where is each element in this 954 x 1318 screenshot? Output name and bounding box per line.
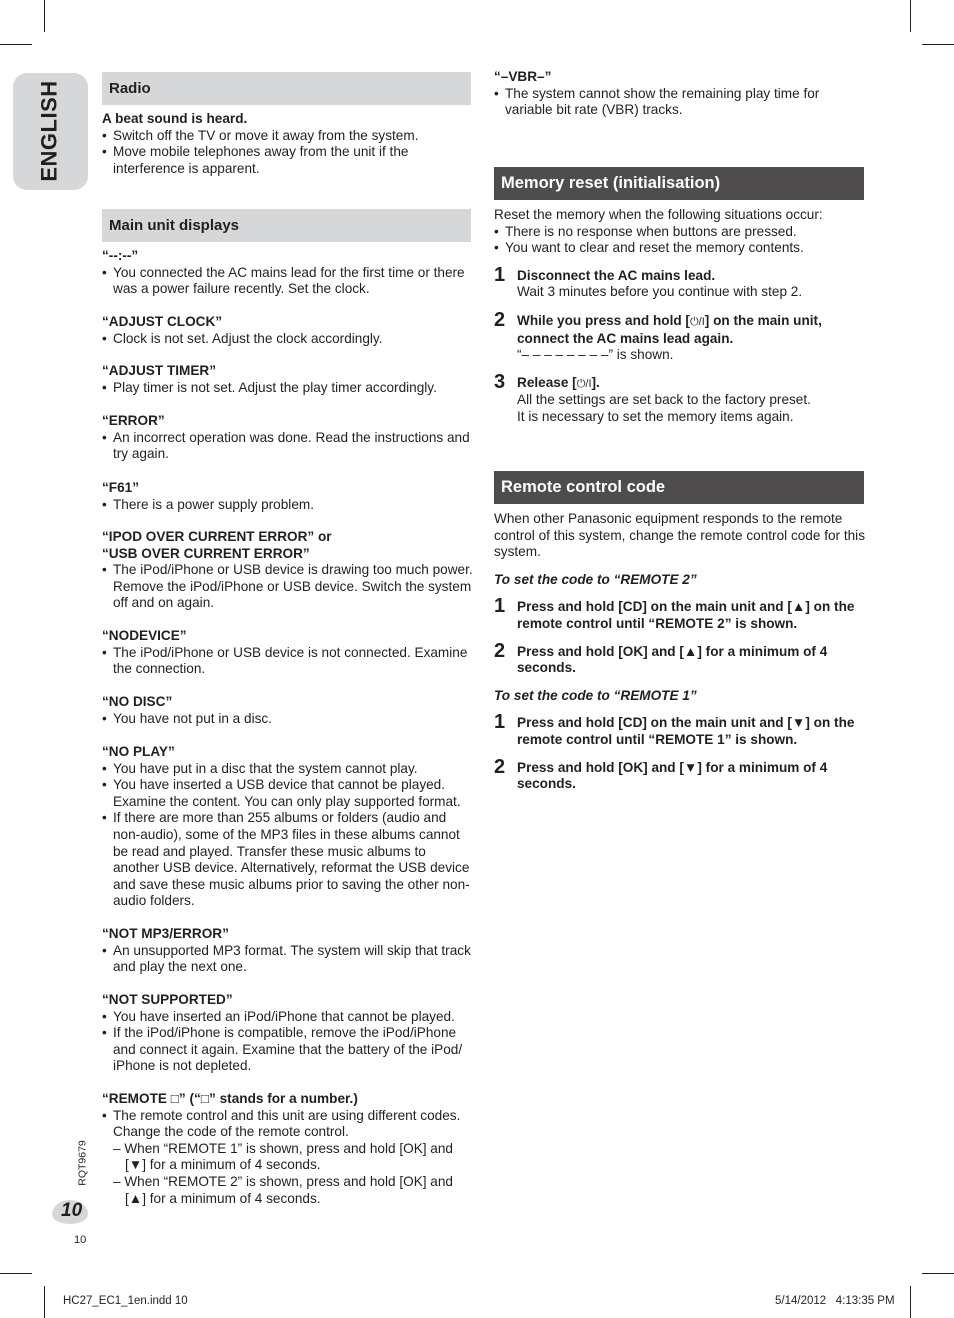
list-item: • The iPod/iPhone or USB device is drawing too much power. Remove the iPod/iPhone or USB device. Switch the system off and on again.: [102, 562, 474, 612]
step-title: Disconnect the AC mains lead.: [517, 267, 716, 283]
sub-item: – When “REMOTE 1” is shown, press and hold [OK] and [▼] for a minimum of 4 seconds.: [113, 1140, 453, 1173]
step-item: [494, 755, 866, 793]
step-title: Press and hold [OK] and [▼] for a minimum of 4 seconds.: [517, 759, 828, 792]
item-heading: “NO DISC”: [102, 694, 173, 709]
display-item: [102, 628, 474, 678]
item-heading: “F61”: [102, 480, 140, 495]
list-item: • If there are more than 255 albums or folders (audio and non-audio), some of the MP3 files in these albums cannot be read and played. Transfer these music albums to another USB device. Alternatively, reformat the USB device and save these music albums prior to saving the other non-audio folders.: [102, 810, 474, 910]
display-item: [102, 694, 474, 727]
step-text: It is necessary to set the memory items again.: [517, 408, 794, 424]
language-label: ENGLISH: [36, 80, 62, 182]
list-item: • There is a power supply problem.: [102, 497, 474, 514]
list-item: • You have inserted a USB device that cannot be played. Examine the content. You can only play supported format.: [102, 777, 474, 810]
step-title: [517, 313, 866, 347]
language-tab: [13, 73, 88, 190]
section-header-radio: Radio: [102, 72, 471, 105]
step-title-part: ] on the main unit, connect the AC mains lead again.: [517, 312, 822, 346]
step-number: 1: [494, 263, 506, 286]
item-heading: “ADJUST TIMER”: [102, 363, 217, 378]
display-item: [102, 413, 474, 463]
vbr-block: [494, 69, 866, 119]
list-item: • The remote control and this unit are using different codes. Change the code of the remote control.: [102, 1108, 474, 1141]
list-item: • You have not put in a disc.: [102, 711, 474, 728]
display-item: [102, 529, 474, 612]
sub-heading: To set the code to “REMOTE 1”: [494, 687, 697, 703]
power-icon: ⏻/I: [689, 315, 705, 328]
document-code: RQT9679: [76, 1140, 89, 1186]
list-item: • Move mobile telephones away from the unit if the interference is apparent.: [102, 144, 474, 177]
display-item: [102, 363, 474, 396]
crop-mark: [922, 44, 954, 45]
radio-block: [102, 111, 474, 177]
step-item: [494, 595, 866, 632]
step-number: 2: [494, 755, 506, 778]
display-item: [102, 1091, 474, 1207]
step-title-part: ].: [591, 374, 600, 390]
step-title: [517, 375, 866, 393]
item-heading: “NOT SUPPORTED”: [102, 992, 233, 1007]
step-item: [494, 263, 866, 301]
step-number: 1: [494, 595, 506, 618]
list-item: • An unsupported MP3 format. The system will skip that track and play the next one.: [102, 943, 474, 976]
radio-heading: A beat sound is heard.: [102, 111, 248, 126]
item-heading: “NOT MP3/ERROR”: [102, 926, 229, 941]
memory-reset-block: [494, 207, 866, 426]
item-heading: “NO PLAY”: [102, 744, 175, 759]
list-item: • You connected the AC mains lead for the first time or there was a power failure recently. Set the clock.: [102, 265, 474, 298]
step-title: Press and hold [CD] on the main unit and [▼] on the remote control until “REMOTE 1” is shown.: [517, 715, 855, 747]
sub-item: – When “REMOTE 2” is shown, press and hold [OK] and [▲] for a minimum of 4 seconds.: [113, 1173, 453, 1206]
section-header-main-unit: Main unit displays: [102, 209, 471, 242]
step-title-part: While you press and hold [: [517, 312, 690, 328]
list-item: • Switch off the TV or move it away from the system.: [102, 128, 474, 145]
footer-date: 5/14/2012 4:13:35 PM: [775, 1295, 895, 1307]
item-heading: “IPOD OVER CURRENT ERROR” or: [102, 529, 332, 544]
intro-text: When other Panasonic equipment responds to the remote control of this system, change the remote control code for this system.: [494, 511, 865, 560]
list-item: • Clock is not set. Adjust the clock accordingly.: [102, 331, 474, 348]
display-item: [102, 992, 474, 1075]
section-header-memory-reset: Memory reset (initialisation): [494, 167, 864, 200]
crop-mark: [922, 1273, 954, 1274]
list-item: • There is no response when buttons are pressed.: [494, 224, 866, 241]
step-title-part: Release [: [517, 374, 577, 390]
crop-mark: [910, 1286, 911, 1318]
step-text: Wait 3 minutes before you continue with step 2.: [517, 284, 803, 300]
page-number-small: 10: [74, 1234, 87, 1246]
page-number: 10: [61, 1200, 83, 1221]
list-item: • If the iPod/iPhone is compatible, remove the iPod/iPhone and connect it again. Examine that the battery of the iPod/ iPhone is not depleted.: [102, 1025, 474, 1075]
display-item: [102, 314, 474, 347]
step-number: 2: [494, 639, 506, 662]
sub-heading: To set the code to “REMOTE 2”: [494, 571, 697, 587]
item-heading: “ERROR”: [102, 413, 165, 428]
power-icon: ⏻/I: [576, 377, 592, 390]
list-item: • Play timer is not set. Adjust the play timer accordingly.: [102, 380, 474, 397]
list-item: • An incorrect operation was done. Read the instructions and try again.: [102, 430, 474, 463]
item-heading: “REMOTE □” (“□” stands for a number.): [102, 1091, 358, 1106]
step-item: [494, 370, 866, 426]
step-item: [494, 711, 866, 748]
radio-bullets: [102, 128, 474, 178]
footer-file: HC27_EC1_1en.indd 10: [63, 1295, 188, 1307]
step-title: Press and hold [CD] on the main unit and [▲] on the remote control until “REMOTE 2” is shown.: [517, 599, 855, 631]
intro-text: Reset the memory when the following situations occur:: [494, 207, 823, 222]
list-item: • You have put in a disc that the system cannot play.: [102, 761, 474, 778]
step-item: [494, 308, 866, 364]
section-header-remote-code: Remote control code: [494, 471, 864, 504]
item-heading: “USB OVER CURRENT ERROR”: [102, 545, 310, 561]
display-item: [102, 480, 474, 513]
item-heading: “--:--”: [102, 248, 139, 263]
crop-mark: [0, 44, 32, 45]
list-item: • The iPod/iPhone or USB device is not connected. Examine the connection.: [102, 645, 474, 678]
display-item: [102, 926, 474, 976]
list-item: • You have inserted an iPod/iPhone that cannot be played.: [102, 1009, 474, 1026]
step-number: 2: [494, 308, 506, 331]
crop-mark: [0, 1273, 32, 1274]
item-heading: “NODEVICE”: [102, 628, 187, 643]
page-number-badge: [52, 1200, 88, 1224]
step-number: 3: [494, 370, 506, 393]
item-heading: “–VBR–”: [494, 69, 552, 84]
item-heading: “ADJUST CLOCK”: [102, 314, 223, 329]
display-item: [102, 744, 474, 910]
list-item: • The system cannot show the remaining play time for variable bit rate (VBR) tracks.: [494, 86, 866, 119]
step-text: “– – – – – – – –” is shown.: [517, 347, 674, 363]
remote-code-block: [494, 511, 866, 793]
step-item: [494, 639, 866, 677]
crop-mark: [44, 1286, 45, 1318]
step-text: All the settings are set back to the factory preset.: [517, 392, 811, 408]
display-item: [102, 248, 474, 298]
crop-mark: [44, 0, 45, 32]
step-number: 1: [494, 711, 506, 734]
crop-mark: [910, 0, 911, 32]
list-item: • You want to clear and reset the memory contents.: [494, 240, 866, 257]
step-title: Press and hold [OK] and [▲] for a minimum of 4 seconds.: [517, 643, 828, 676]
